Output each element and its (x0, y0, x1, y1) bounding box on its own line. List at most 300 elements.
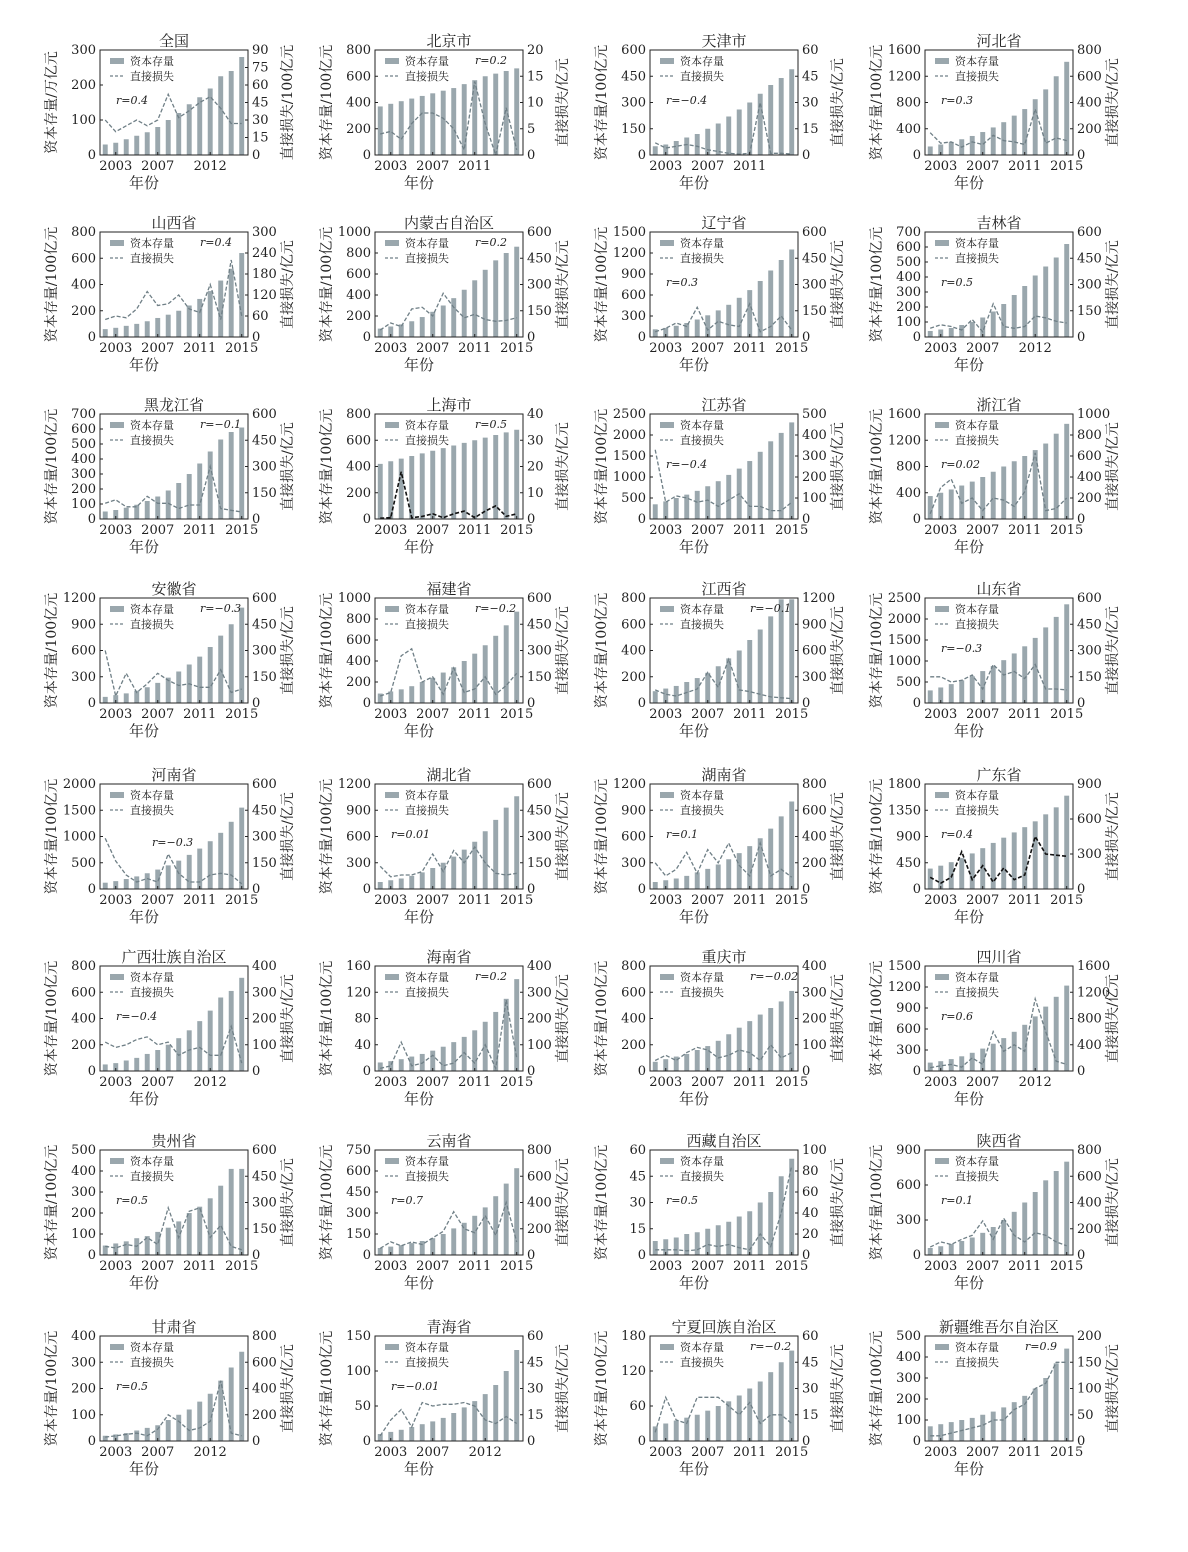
capital-bar (430, 451, 435, 519)
capital-bar (674, 326, 679, 337)
capital-bar (653, 146, 658, 155)
left-tick-label: 300 (621, 855, 646, 871)
x-axis-label: 年份 (678, 1460, 710, 1478)
panel-23 (593, 948, 846, 1108)
left-axis-label: 资本存量/100亿元 (319, 778, 335, 895)
capital-bar (1033, 1016, 1038, 1071)
left-axis-label: 资本存量/100亿元 (594, 1330, 610, 1447)
right-tick-label: 1200 (802, 591, 836, 606)
right-tick-label: 0 (802, 1064, 811, 1079)
capital-bar (716, 1406, 721, 1441)
capital-bar (462, 443, 467, 519)
right-axis-label: 直接损失/亿元 (1105, 974, 1121, 1063)
right-tick-label: 200 (252, 1011, 277, 1027)
legend-capital-swatch (935, 1158, 949, 1164)
right-tick-label: 60 (527, 1329, 544, 1344)
correlation-label: r=0.2 (475, 54, 507, 67)
x-tick-label: 2011 (183, 1259, 217, 1274)
capital-bar (768, 1008, 773, 1071)
left-tick-label: 500 (896, 1329, 921, 1344)
capital-bar (378, 106, 383, 155)
capital-bar (176, 861, 181, 889)
left-tick-label: 0 (912, 330, 921, 345)
right-tick-label: 400 (1077, 95, 1102, 111)
right-tick-label: 0 (252, 512, 261, 527)
legend-loss-label: 直接损失 (130, 618, 174, 631)
correlation-label: r=−0.4 (666, 458, 708, 471)
right-tick-label: 800 (802, 777, 827, 792)
capital-bar (229, 71, 234, 155)
panel-21 (43, 948, 296, 1108)
right-axis-label: 直接损失/亿元 (830, 1344, 846, 1433)
panel-title: 四川省 (976, 948, 1022, 966)
capital-bar (959, 858, 964, 889)
legend-capital-label: 资本存量 (680, 1155, 724, 1168)
left-tick-label: 900 (621, 803, 646, 819)
right-tick-label: 200 (527, 1221, 552, 1237)
x-tick-label: 2011 (733, 1075, 767, 1090)
right-tick-label: 800 (252, 1329, 277, 1344)
panel-16 (868, 580, 1121, 740)
left-tick-label: 600 (346, 829, 371, 845)
panel-28 (868, 1132, 1121, 1292)
panel-title: 湖北省 (426, 766, 472, 784)
x-tick-label: 2007 (966, 1075, 1000, 1090)
panel-26 (318, 1132, 571, 1292)
x-tick-label: 2003 (924, 1075, 958, 1090)
right-tick-label: 100 (252, 1037, 277, 1053)
left-tick-label: 1200 (887, 69, 921, 85)
panel-title: 甘肃省 (151, 1318, 197, 1336)
x-tick-label: 2007 (691, 341, 725, 356)
capital-bar (747, 461, 752, 519)
correlation-label: r=0.01 (391, 828, 430, 841)
right-tick-label: 30 (802, 95, 819, 111)
left-tick-label: 700 (896, 225, 921, 240)
capital-bar (970, 322, 975, 337)
x-tick-label: 2003 (924, 341, 958, 356)
legend-loss-label: 直接损失 (130, 1356, 174, 1369)
right-tick-label: 30 (527, 433, 544, 449)
left-tick-label: 150 (621, 121, 646, 137)
x-tick-label: 2007 (416, 707, 450, 722)
left-tick-label: 800 (71, 225, 96, 240)
left-tick-label: 1200 (887, 980, 921, 995)
legend-loss-label: 直接损失 (955, 1356, 999, 1369)
capital-bar (103, 329, 108, 337)
capital-bar (399, 459, 404, 519)
legend-capital-swatch (935, 606, 949, 612)
left-tick-label: 100 (71, 113, 96, 128)
x-tick-label: 2007 (416, 1259, 450, 1274)
capital-bar (737, 853, 742, 889)
left-tick-label: 400 (71, 1329, 96, 1344)
left-tick-label: 0 (362, 512, 371, 527)
capital-bar (399, 689, 404, 703)
legend-capital-label: 资本存量 (955, 1341, 999, 1354)
x-axis-label: 年份 (128, 1274, 160, 1292)
capital-bar (218, 1381, 223, 1441)
left-tick-label: 1200 (62, 591, 96, 606)
x-tick-label: 2015 (225, 707, 259, 722)
x-tick-label: 2011 (733, 159, 767, 174)
x-tick-label: 2003 (99, 1445, 133, 1460)
left-tick-label: 400 (896, 1350, 921, 1365)
capital-bar (779, 1176, 784, 1255)
capital-bar (1012, 295, 1017, 337)
capital-bar (1033, 99, 1038, 155)
capital-bar (134, 324, 139, 337)
capital-bar (747, 846, 752, 889)
x-tick-label: 2015 (775, 1259, 809, 1274)
left-axis-label: 资本存量/100亿元 (869, 778, 885, 895)
legend-capital-swatch (385, 422, 399, 428)
x-tick-label: 2003 (374, 1075, 408, 1090)
left-tick-label: 1500 (612, 449, 646, 464)
legend-loss-label: 直接损失 (405, 986, 449, 999)
capital-bar (779, 78, 784, 155)
right-tick-label: 450 (252, 433, 277, 449)
left-tick-label: 300 (896, 1043, 921, 1058)
capital-bar (695, 1050, 700, 1071)
right-axis-label: 直接损失/亿元 (280, 606, 296, 695)
capital-bar (504, 1371, 509, 1441)
left-tick-label: 160 (346, 959, 371, 974)
left-tick-label: 600 (621, 829, 646, 845)
right-tick-label: 450 (802, 251, 827, 267)
capital-bar (726, 1401, 731, 1441)
x-tick-label: 2011 (733, 1259, 767, 1274)
panel-title: 湖南省 (701, 766, 747, 784)
capital-bar (726, 305, 731, 337)
left-tick-label: 0 (912, 696, 921, 711)
left-tick-label: 800 (896, 459, 921, 475)
left-tick-label: 500 (896, 255, 921, 270)
right-tick-label: 200 (1077, 121, 1102, 137)
capital-bar (208, 1011, 213, 1071)
capital-bar (747, 290, 752, 337)
right-tick-label: 900 (1077, 777, 1102, 792)
right-tick-label: 150 (252, 669, 277, 685)
capital-bar (653, 691, 658, 703)
right-axis-label: 直接损失/亿元 (280, 792, 296, 881)
x-tick-label: 2011 (1008, 893, 1042, 908)
capital-bar (768, 1372, 773, 1441)
right-tick-label: 400 (802, 959, 827, 974)
left-tick-label: 700 (71, 407, 96, 422)
capital-bar (949, 142, 954, 155)
capital-bar (430, 678, 435, 703)
capital-bar (239, 428, 244, 520)
capital-bar (1022, 286, 1027, 337)
left-tick-label: 600 (346, 69, 371, 85)
capital-bar (208, 1394, 213, 1441)
legend-loss-label: 直接损失 (680, 1356, 724, 1369)
capital-bar (789, 422, 794, 519)
panel-title: 天津市 (701, 32, 747, 50)
left-tick-label: 900 (896, 829, 921, 845)
right-tick-label: 400 (1077, 470, 1102, 485)
panel-1 (43, 32, 296, 192)
left-tick-label: 600 (346, 1164, 371, 1179)
left-tick-label: 1000 (887, 654, 921, 669)
left-tick-label: 1500 (612, 225, 646, 240)
left-axis-label: 资本存量/100亿元 (869, 226, 885, 343)
x-tick-label: 2011 (733, 893, 767, 908)
legend-capital-label: 资本存量 (955, 603, 999, 616)
correlation-label: r=0.5 (116, 1194, 148, 1207)
left-tick-label: 1500 (887, 959, 921, 974)
capital-bar (949, 328, 954, 337)
x-axis-label: 年份 (128, 1090, 160, 1108)
legend-capital-label: 资本存量 (405, 789, 449, 802)
left-tick-label: 900 (896, 1001, 921, 1016)
right-tick-label: 400 (252, 1381, 277, 1397)
right-tick-label: 15 (527, 69, 544, 85)
legend-capital-label: 资本存量 (130, 55, 174, 68)
left-tick-label: 600 (896, 1178, 921, 1193)
right-axis-label: 直接损失/100亿元 (280, 44, 296, 161)
right-tick-label: 300 (527, 643, 552, 659)
capital-bar (514, 68, 519, 155)
x-tick-label: 2007 (966, 707, 1000, 722)
left-tick-label: 750 (346, 1143, 371, 1158)
left-tick-label: 200 (346, 485, 371, 501)
right-tick-label: 0 (1077, 696, 1086, 711)
left-axis-label: 资本存量/100亿元 (319, 226, 335, 343)
capital-bar (991, 1412, 996, 1441)
right-tick-label: 450 (527, 803, 552, 819)
left-tick-label: 0 (362, 696, 371, 711)
left-tick-label: 200 (346, 675, 371, 690)
right-tick-label: 800 (527, 1143, 552, 1158)
capital-bar (1064, 604, 1069, 703)
capital-bar (208, 1198, 213, 1255)
correlation-label: r=−0.3 (941, 642, 983, 655)
capital-bar (980, 477, 985, 519)
capital-bar (980, 671, 985, 703)
left-tick-label: 600 (621, 288, 646, 303)
capital-bar (695, 1415, 700, 1441)
capital-bar (197, 1402, 202, 1441)
capital-bar (124, 693, 129, 703)
capital-bar (747, 640, 752, 703)
legend-capital-label: 资本存量 (130, 419, 174, 432)
left-tick-label: 2000 (887, 612, 921, 627)
capital-bar (1022, 646, 1027, 703)
capital-bar (705, 129, 710, 155)
right-tick-label: 0 (802, 1434, 811, 1449)
capital-bar (462, 84, 467, 155)
capital-bar (378, 1248, 383, 1255)
x-axis-label: 年份 (403, 1090, 435, 1108)
right-tick-label: 300 (527, 829, 552, 845)
left-tick-label: 1600 (887, 43, 921, 58)
right-tick-label: 400 (1077, 1195, 1102, 1211)
right-tick-label: 180 (252, 267, 277, 282)
left-tick-label: 600 (71, 251, 96, 267)
x-axis-label: 年份 (953, 1460, 985, 1478)
capital-bar (1001, 1407, 1006, 1441)
legend-loss-label: 直接损失 (955, 70, 999, 83)
x-tick-label: 2015 (225, 893, 259, 908)
left-tick-label: 1500 (887, 633, 921, 648)
capital-bar (409, 876, 414, 889)
left-tick-label: 120 (621, 1364, 646, 1379)
capital-bar (737, 1217, 742, 1256)
capital-bar (103, 883, 108, 889)
right-axis-label: 直接损失/亿元 (1105, 422, 1121, 511)
legend-loss-label: 直接损失 (405, 70, 449, 83)
right-tick-label: 0 (527, 512, 536, 527)
capital-bar (758, 281, 763, 337)
x-axis-label: 年份 (403, 174, 435, 192)
right-tick-label: 600 (527, 225, 552, 240)
panel-29 (43, 1318, 296, 1478)
capital-bar (493, 1196, 498, 1255)
x-tick-label: 2015 (775, 707, 809, 722)
legend-loss-label: 直接损失 (955, 252, 999, 265)
right-tick-label: 0 (1077, 148, 1086, 163)
left-tick-label: 1600 (887, 407, 921, 422)
capital-bar (928, 496, 933, 519)
legend-loss-label: 直接损失 (955, 618, 999, 631)
left-tick-label: 400 (71, 1164, 96, 1179)
capital-bar (1022, 1203, 1027, 1256)
correlation-label: r=0.2 (475, 970, 507, 983)
x-tick-label: 2015 (500, 523, 534, 538)
capital-bar (229, 432, 234, 519)
right-tick-label: 300 (252, 225, 277, 240)
x-tick-label: 2003 (374, 341, 408, 356)
panel-title: 浙江省 (976, 396, 1022, 414)
capital-bar (1001, 1038, 1006, 1071)
right-tick-label: 400 (527, 1195, 552, 1211)
left-tick-label: 0 (362, 882, 371, 897)
panel-19 (593, 766, 846, 926)
x-tick-label: 2003 (99, 1075, 133, 1090)
legend-capital-swatch (110, 240, 124, 246)
x-tick-label: 2007 (141, 523, 175, 538)
x-tick-label: 2007 (416, 159, 450, 174)
left-tick-label: 300 (346, 855, 371, 871)
x-tick-label: 2011 (458, 1075, 492, 1090)
left-tick-label: 200 (71, 1381, 96, 1397)
capital-bar (218, 281, 223, 337)
left-tick-label: 100 (71, 1407, 96, 1423)
capital-bar (747, 1389, 752, 1442)
capital-bar (705, 673, 710, 703)
right-axis-label: 直接损失/亿元 (830, 240, 846, 329)
capital-bar (779, 260, 784, 337)
right-tick-label: 200 (1077, 491, 1102, 506)
left-axis-label: 资本存量/100亿元 (44, 226, 60, 343)
legend-capital-swatch (110, 422, 124, 428)
x-tick-label: 2003 (649, 1075, 683, 1090)
panel-25 (43, 1132, 296, 1292)
left-tick-label: 30 (629, 1195, 646, 1211)
capital-bar (441, 1418, 446, 1441)
left-tick-label: 600 (346, 267, 371, 282)
legend-capital-label: 资本存量 (680, 237, 724, 250)
left-axis-label: 资本存量/100亿元 (319, 960, 335, 1077)
capital-bar (514, 247, 519, 337)
capital-bar (239, 253, 244, 337)
left-tick-label: 900 (71, 617, 96, 633)
panel-title: 西藏自治区 (686, 1132, 762, 1150)
left-tick-label: 0 (637, 696, 646, 711)
capital-bar (124, 1061, 129, 1072)
left-axis-label: 资本存量/100亿元 (594, 778, 610, 895)
capital-bar (483, 645, 488, 703)
left-tick-label: 180 (621, 1329, 646, 1344)
correlation-label: r=−0.4 (666, 94, 708, 107)
right-tick-label: 0 (802, 882, 811, 897)
capital-bar (991, 127, 996, 155)
right-tick-label: 600 (252, 407, 277, 422)
capital-bar (134, 876, 139, 889)
x-tick-label: 2003 (649, 1445, 683, 1460)
panel-30 (318, 1318, 571, 1478)
right-axis-label: 直接损失/亿元 (830, 1158, 846, 1247)
left-tick-label: 0 (912, 148, 921, 163)
right-axis-label: 直接损失/亿元 (555, 58, 571, 147)
panel-title: 黑龙江省 (143, 396, 205, 414)
capital-bar (789, 1159, 794, 1255)
correlation-label: r=0.5 (941, 276, 973, 289)
panel-4 (868, 32, 1121, 192)
right-tick-label: 300 (252, 1195, 277, 1211)
x-axis-label: 年份 (678, 1274, 710, 1292)
panel-title: 河南省 (151, 766, 197, 784)
panel-2 (318, 32, 571, 192)
left-tick-label: 500 (71, 437, 96, 452)
x-tick-label: 2003 (649, 1259, 683, 1274)
capital-bar (684, 1234, 689, 1255)
capital-bar (124, 326, 129, 337)
capital-bar (768, 85, 773, 155)
panel-22 (318, 948, 571, 1108)
left-tick-label: 900 (621, 267, 646, 282)
legend-loss-label: 直接损失 (405, 252, 449, 265)
right-tick-label: 0 (1077, 512, 1086, 527)
right-tick-label: 600 (527, 1169, 552, 1185)
x-axis-label: 年份 (403, 722, 435, 740)
x-tick-label: 2007 (966, 1259, 1000, 1274)
capital-bar (462, 850, 467, 889)
capital-bar (420, 872, 425, 889)
x-tick-label: 2003 (649, 707, 683, 722)
left-tick-label: 500 (71, 855, 96, 871)
capital-bar (684, 1418, 689, 1441)
capital-bar (208, 452, 213, 520)
left-axis-label: 资本存量/100亿元 (869, 960, 885, 1077)
left-tick-label: 300 (896, 285, 921, 300)
capital-bar (176, 672, 181, 704)
panel-6 (318, 214, 571, 374)
correlation-label: r=−0.01 (391, 1380, 440, 1393)
capital-bar (1043, 1378, 1048, 1441)
capital-bar (462, 290, 467, 337)
capital-bar (747, 1021, 752, 1071)
x-axis-label: 年份 (403, 356, 435, 374)
panel-14 (318, 580, 571, 740)
x-tick-label: 2007 (691, 1445, 725, 1460)
right-tick-label: 300 (1077, 643, 1102, 659)
left-tick-label: 0 (87, 512, 96, 527)
capital-bar (409, 1427, 414, 1441)
legend-capital-swatch (935, 1344, 949, 1350)
